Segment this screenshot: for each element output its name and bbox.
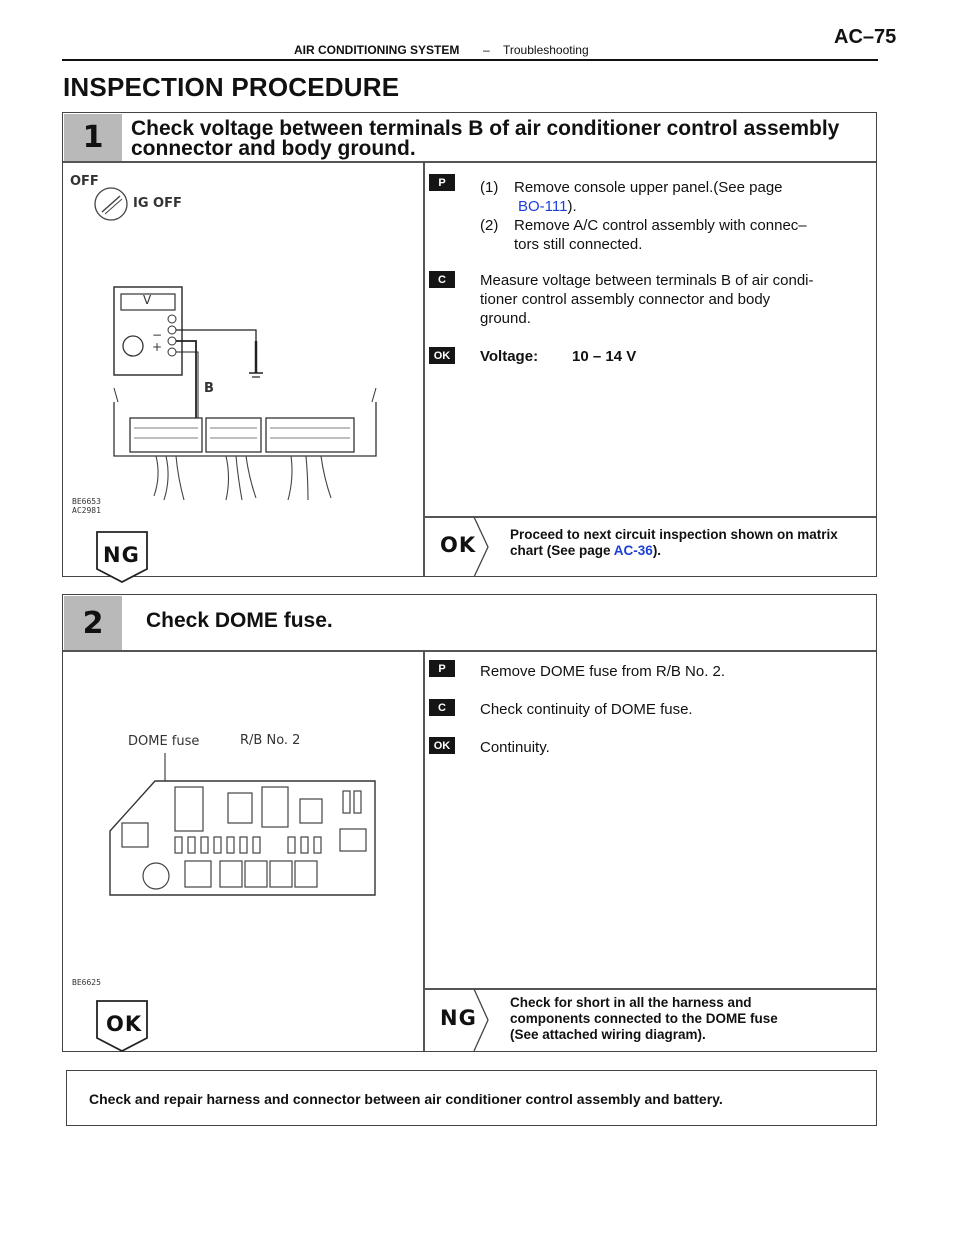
step2-ok-text: Continuity. bbox=[480, 739, 550, 756]
step1-prep-1-num: (1) bbox=[480, 179, 499, 196]
header-dash: – bbox=[483, 43, 490, 57]
step1-prep-badge: P bbox=[429, 174, 455, 191]
step2-check-text: Check continuity of DOME fuse. bbox=[480, 701, 693, 718]
step2-ok-badge: OK bbox=[429, 737, 455, 754]
bo-111-link[interactable]: BO-111 bbox=[518, 198, 568, 215]
step1-figure-code-2: AC2981 bbox=[72, 506, 101, 515]
step2-number: 2 bbox=[64, 596, 122, 650]
step2-ng-action-line1: Check for short in all the harness and bbox=[510, 995, 752, 1010]
step2-ok-tag: OK bbox=[106, 1012, 143, 1036]
header-subsection: Troubleshooting bbox=[503, 43, 589, 57]
step1-terminal-b-label: B bbox=[204, 381, 214, 396]
step2-ng-action-line2: components connected to the DOME fuse bbox=[510, 1011, 778, 1026]
step1-voltage-figure bbox=[66, 166, 420, 516]
step1-title-line2: connector and body ground. bbox=[131, 137, 416, 160]
step1-plus-label: + bbox=[152, 340, 163, 354]
step1-ok-label: Voltage: bbox=[480, 348, 539, 365]
step1-check-line3: ground. bbox=[480, 310, 531, 327]
step1-check-line1: Measure voltage between terminals B of air condi- bbox=[480, 272, 814, 289]
step2-relay-block-figure bbox=[100, 745, 390, 920]
step2-title: Check DOME fuse. bbox=[146, 609, 333, 632]
step1-check-badge: C bbox=[429, 271, 455, 288]
step1-figure-code-1: BE6653 bbox=[72, 497, 101, 506]
step1-off-label: OFF bbox=[70, 174, 99, 189]
step2-prep-text: Remove DOME fuse from R/B No. 2. bbox=[480, 663, 726, 680]
step1-column-divider bbox=[423, 161, 425, 576]
step2-ng-tag: NG bbox=[440, 1006, 477, 1030]
step1-ok-action-post: ). bbox=[652, 543, 662, 558]
step1-ok-value: 10 – 14 V bbox=[572, 348, 637, 365]
step1-ig-off-label: IG OFF bbox=[133, 196, 182, 211]
step1-ok-action-line2 bbox=[510, 543, 661, 559]
step1-check-line2: tioner control assembly connector and body bbox=[480, 291, 771, 308]
step1-prep-2-text: Remove A/C control assembly with connec– bbox=[514, 217, 807, 234]
step2-dome-fuse-label: DOME fuse bbox=[128, 734, 200, 749]
step1-prep-1-text: Remove console upper panel.(See page bbox=[514, 179, 783, 196]
step2-title-rule bbox=[63, 650, 876, 652]
step2-figure-code: BE6625 bbox=[72, 978, 101, 987]
step1-ok-badge: OK bbox=[429, 347, 455, 364]
final-action-text: Check and repair harness and connector between air conditioner control assembly and battery. bbox=[89, 1091, 723, 1107]
step1-minus-label: − bbox=[152, 328, 163, 342]
step2-ng-action-line3: (See attached wiring diagram). bbox=[510, 1027, 706, 1042]
step2-rb-label: R/B No. 2 bbox=[240, 733, 301, 748]
step1-number: 1 bbox=[64, 114, 122, 161]
step1-prep-1-close: ). bbox=[567, 198, 577, 215]
header-section: AIR CONDITIONING SYSTEM bbox=[294, 43, 460, 57]
step1-prep-2-num: (2) bbox=[480, 217, 499, 234]
step2-column-divider bbox=[423, 650, 425, 1051]
step1-prep-2-line2: tors still connected. bbox=[514, 236, 643, 253]
step2-prep-badge: P bbox=[429, 660, 455, 677]
ac-36-link[interactable]: AC-36 bbox=[613, 543, 653, 558]
step1-title-line1: Check voltage between terminals B of air conditioner control assembly bbox=[131, 117, 840, 140]
step1-ng-tag: NG bbox=[103, 543, 140, 567]
step2-check-badge: C bbox=[429, 699, 455, 716]
step1-meter-label: V bbox=[143, 293, 152, 307]
header-rule bbox=[62, 59, 878, 61]
page-number: AC–75 bbox=[834, 26, 897, 48]
page-title: INSPECTION PROCEDURE bbox=[63, 72, 400, 102]
step1-ok-tag: OK bbox=[440, 533, 477, 557]
step1-ok-action-line1: Proceed to next circuit inspection shown on matrix bbox=[510, 527, 838, 542]
step1-title-rule bbox=[63, 161, 876, 163]
step1-ok-action-pre: chart (See page bbox=[510, 543, 614, 558]
step1-prep-1-line2 bbox=[518, 197, 577, 216]
